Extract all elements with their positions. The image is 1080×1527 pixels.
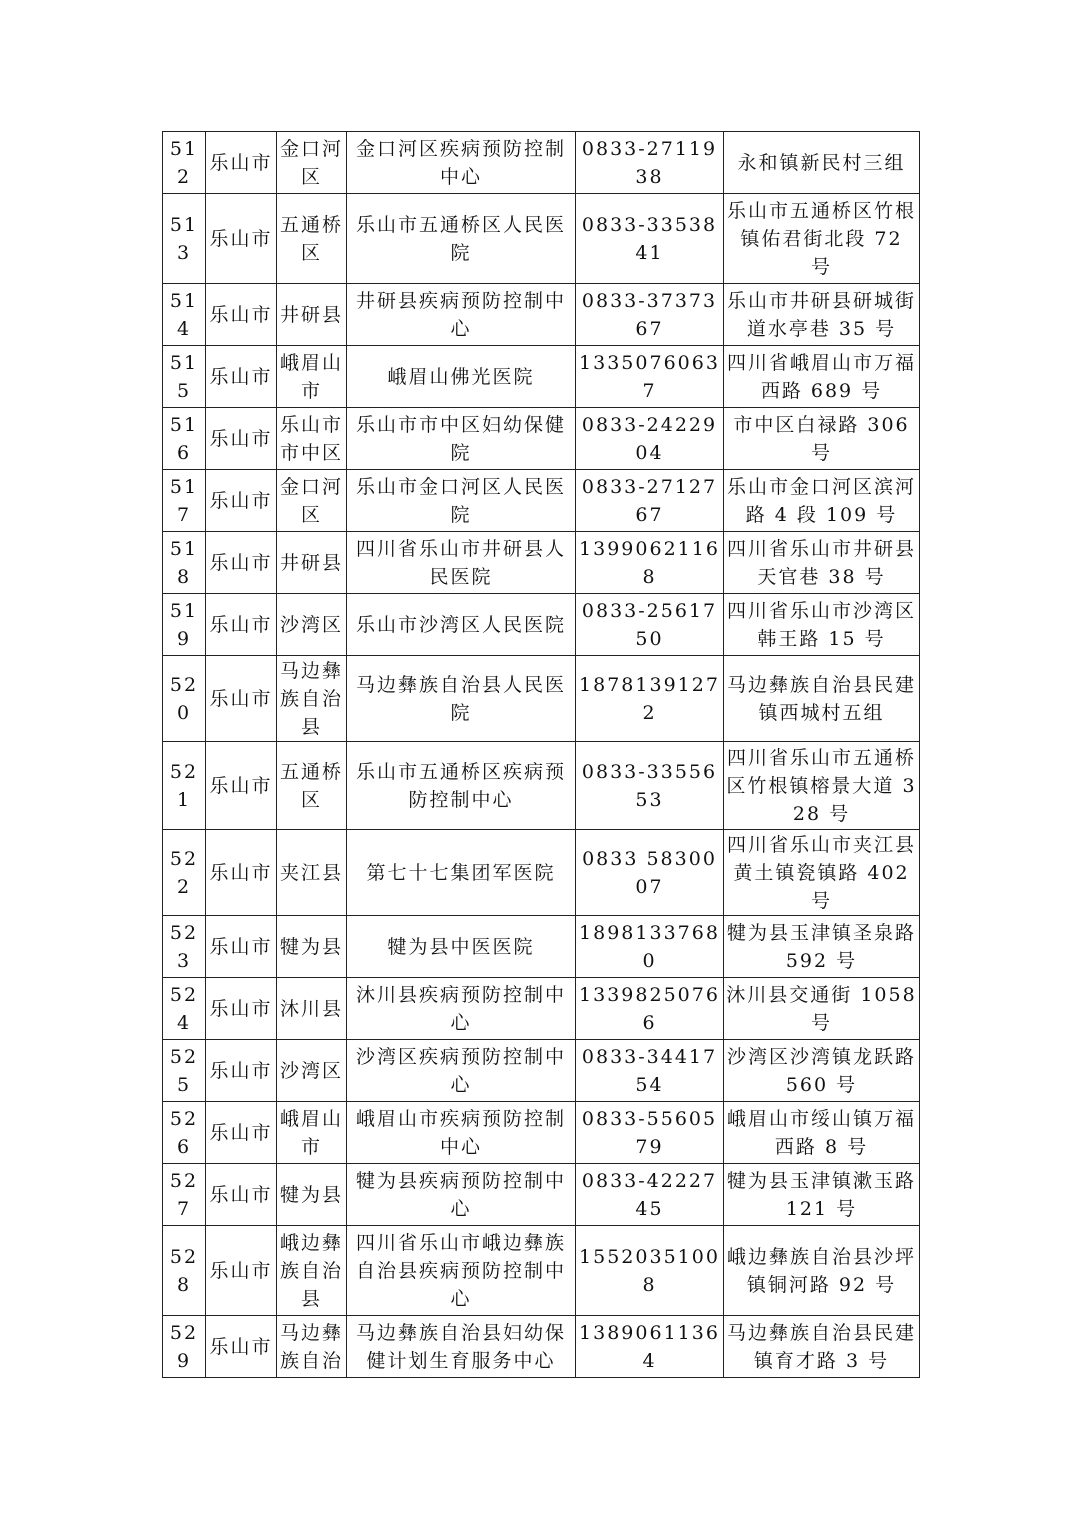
cell-city: 乐山市 xyxy=(206,978,277,1040)
cell-phone: 13890611364 xyxy=(576,1316,724,1378)
cell-county: 犍为县 xyxy=(277,1164,347,1226)
cell-number: 521 xyxy=(163,742,206,830)
table-row xyxy=(163,916,920,978)
cell-county: 夹江县 xyxy=(277,830,347,916)
cell-phone: 0833-3737367 xyxy=(576,284,724,346)
cell-address: 乐山市五通桥区竹根镇佑君街北段 72 号 xyxy=(724,194,920,284)
cell-phone: 0833-2422904 xyxy=(576,408,724,470)
cell-address: 乐山市金口河区滨河路 4 段 109 号 xyxy=(724,470,920,532)
cell-number: 519 xyxy=(163,594,206,656)
cell-city: 乐山市 xyxy=(206,132,277,194)
cell-institution-name: 四川省乐山市井研县人民医院 xyxy=(347,532,576,594)
cell-phone: 0833-2711938 xyxy=(576,132,724,194)
cell-city: 乐山市 xyxy=(206,1040,277,1102)
table-row xyxy=(163,1040,920,1102)
cell-institution-name: 马边彝族自治县妇幼保健计划生育服务中心 xyxy=(347,1316,576,1378)
cell-county: 五通桥区 xyxy=(277,742,347,830)
table-row xyxy=(163,346,920,408)
cell-number: 512 xyxy=(163,132,206,194)
table-row xyxy=(163,656,920,742)
cell-county: 峨眉山市 xyxy=(277,346,347,408)
cell-city: 乐山市 xyxy=(206,532,277,594)
cell-phone: 0833-3441754 xyxy=(576,1040,724,1102)
cell-address: 沙湾区沙湾镇龙跃路 560 号 xyxy=(724,1040,920,1102)
cell-number: 526 xyxy=(163,1102,206,1164)
cell-county: 马边彝族自治 xyxy=(277,1316,347,1378)
cell-address: 市中区白禄路 306 号 xyxy=(724,408,920,470)
cell-city: 乐山市 xyxy=(206,470,277,532)
cell-institution-name: 四川省乐山市峨边彝族自治县疾病预防控制中心 xyxy=(347,1226,576,1316)
table-row xyxy=(163,830,920,916)
cell-county: 犍为县 xyxy=(277,916,347,978)
cell-city: 乐山市 xyxy=(206,1164,277,1226)
cell-city: 乐山市 xyxy=(206,656,277,742)
cell-address: 四川省乐山市井研县天官巷 38 号 xyxy=(724,532,920,594)
cell-phone: 18781391272 xyxy=(576,656,724,742)
cell-county: 峨边彝族自治县 xyxy=(277,1226,347,1316)
cell-county: 金口河区 xyxy=(277,132,347,194)
cell-county: 金口河区 xyxy=(277,470,347,532)
cell-institution-name: 沐川县疾病预防控制中心 xyxy=(347,978,576,1040)
cell-number: 522 xyxy=(163,830,206,916)
table-row xyxy=(163,194,920,284)
cell-number: 524 xyxy=(163,978,206,1040)
table-row xyxy=(163,742,920,830)
cell-city: 乐山市 xyxy=(206,830,277,916)
cell-number: 523 xyxy=(163,916,206,978)
cell-institution-name: 乐山市金口河区人民医院 xyxy=(347,470,576,532)
cell-city: 乐山市 xyxy=(206,346,277,408)
cell-number: 517 xyxy=(163,470,206,532)
cell-institution-name: 乐山市五通桥区疾病预防控制中心 xyxy=(347,742,576,830)
cell-phone: 0833-2561750 xyxy=(576,594,724,656)
cell-county: 乐山市市中区 xyxy=(277,408,347,470)
cell-county: 五通桥区 xyxy=(277,194,347,284)
cell-phone: 18981337680 xyxy=(576,916,724,978)
cell-number: 518 xyxy=(163,532,206,594)
cell-institution-name: 第七十七集团军医院 xyxy=(347,830,576,916)
cell-number: 520 xyxy=(163,656,206,742)
table-row xyxy=(163,1102,920,1164)
cell-county: 峨眉山市 xyxy=(277,1102,347,1164)
cell-county: 沐川县 xyxy=(277,978,347,1040)
cell-city: 乐山市 xyxy=(206,1316,277,1378)
cell-number: 516 xyxy=(163,408,206,470)
cell-institution-name: 沙湾区疾病预防控制中心 xyxy=(347,1040,576,1102)
cell-address: 永和镇新民村三组 xyxy=(724,132,920,194)
cell-phone: 15520351008 xyxy=(576,1226,724,1316)
cell-phone: 0833 5830007 xyxy=(576,830,724,916)
cell-address: 四川省峨眉山市万福西路 689 号 xyxy=(724,346,920,408)
cell-city: 乐山市 xyxy=(206,742,277,830)
cell-institution-name: 乐山市沙湾区人民医院 xyxy=(347,594,576,656)
cell-city: 乐山市 xyxy=(206,916,277,978)
table-row xyxy=(163,1164,920,1226)
table-row xyxy=(163,1316,920,1378)
cell-county: 井研县 xyxy=(277,532,347,594)
cell-institution-name: 峨眉山佛光医院 xyxy=(347,346,576,408)
cell-phone: 13398250766 xyxy=(576,978,724,1040)
cell-city: 乐山市 xyxy=(206,594,277,656)
table-row xyxy=(163,284,920,346)
cell-number: 529 xyxy=(163,1316,206,1378)
cell-address: 乐山市井研县研城街道水亭巷 35 号 xyxy=(724,284,920,346)
cell-number: 527 xyxy=(163,1164,206,1226)
cell-number: 514 xyxy=(163,284,206,346)
table-row xyxy=(163,470,920,532)
cell-address: 峨边彝族自治县沙坪镇铜河路 92 号 xyxy=(724,1226,920,1316)
table-body xyxy=(163,132,920,1378)
cell-address: 四川省乐山市夹江县黄土镇瓷镇路 402 号 xyxy=(724,830,920,916)
cell-address: 四川省乐山市沙湾区韩王路 15 号 xyxy=(724,594,920,656)
cell-county: 沙湾区 xyxy=(277,594,347,656)
cell-address: 沐川县交通街 1058 号 xyxy=(724,978,920,1040)
cell-county: 井研县 xyxy=(277,284,347,346)
cell-number: 515 xyxy=(163,346,206,408)
cell-city: 乐山市 xyxy=(206,408,277,470)
cell-address: 马边彝族自治县民建镇西城村五组 xyxy=(724,656,920,742)
table-row xyxy=(163,132,920,194)
cell-phone: 0833-5560579 xyxy=(576,1102,724,1164)
cell-county: 马边彝族自治县 xyxy=(277,656,347,742)
cell-number: 513 xyxy=(163,194,206,284)
cell-address: 四川省乐山市五通桥区竹根镇榕景大道 328 号 xyxy=(724,742,920,830)
cell-address: 犍为县玉津镇漱玉路 121 号 xyxy=(724,1164,920,1226)
cell-phone: 0833-3353841 xyxy=(576,194,724,284)
cell-city: 乐山市 xyxy=(206,1226,277,1316)
cell-address: 犍为县玉津镇圣泉路 592 号 xyxy=(724,916,920,978)
institution-table xyxy=(162,131,920,1378)
cell-address: 马边彝族自治县民建镇育才路 3 号 xyxy=(724,1316,920,1378)
table-row xyxy=(163,1226,920,1316)
cell-phone: 0833-4222745 xyxy=(576,1164,724,1226)
cell-institution-name: 犍为县疾病预防控制中心 xyxy=(347,1164,576,1226)
cell-phone: 0833-3355653 xyxy=(576,742,724,830)
table-row xyxy=(163,532,920,594)
cell-institution-name: 马边彝族自治县人民医院 xyxy=(347,656,576,742)
cell-institution-name: 井研县疾病预防控制中心 xyxy=(347,284,576,346)
cell-institution-name: 犍为县中医医院 xyxy=(347,916,576,978)
cell-phone: 13350760637 xyxy=(576,346,724,408)
cell-city: 乐山市 xyxy=(206,194,277,284)
cell-number: 528 xyxy=(163,1226,206,1316)
table-row xyxy=(163,594,920,656)
cell-institution-name: 乐山市五通桥区人民医院 xyxy=(347,194,576,284)
cell-institution-name: 金口河区疾病预防控制中心 xyxy=(347,132,576,194)
cell-county: 沙湾区 xyxy=(277,1040,347,1102)
cell-institution-name: 峨眉山市疾病预防控制中心 xyxy=(347,1102,576,1164)
cell-address: 峨眉山市绥山镇万福西路 8 号 xyxy=(724,1102,920,1164)
cell-phone: 0833-2712767 xyxy=(576,470,724,532)
cell-institution-name: 乐山市市中区妇幼保健院 xyxy=(347,408,576,470)
cell-phone: 13990621168 xyxy=(576,532,724,594)
cell-city: 乐山市 xyxy=(206,284,277,346)
cell-city: 乐山市 xyxy=(206,1102,277,1164)
table-row xyxy=(163,408,920,470)
cell-number: 525 xyxy=(163,1040,206,1102)
table-row xyxy=(163,978,920,1040)
